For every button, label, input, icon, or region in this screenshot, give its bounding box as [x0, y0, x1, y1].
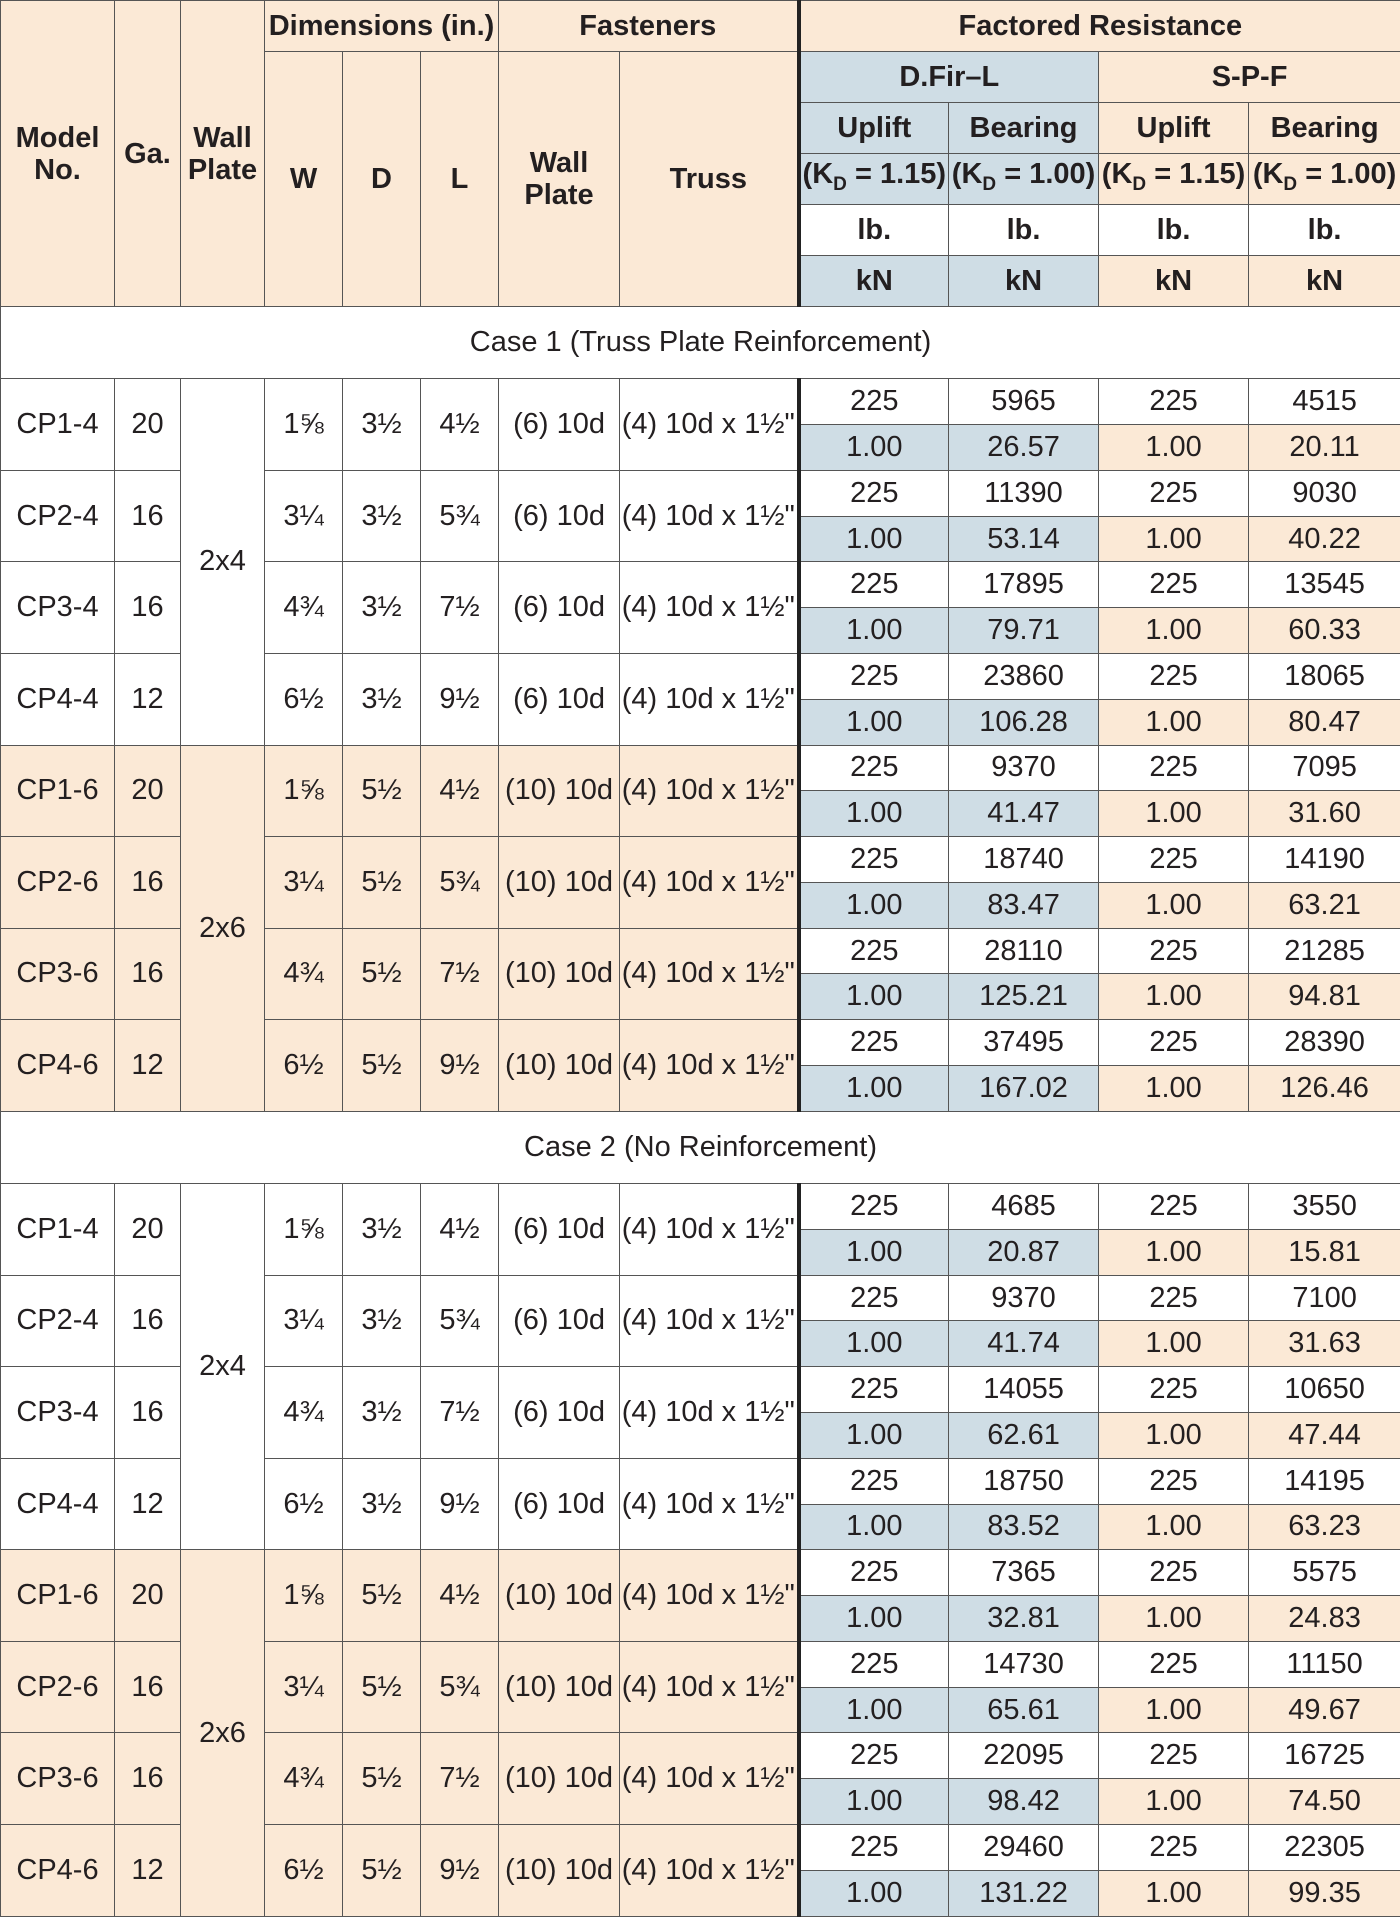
spf-bearing-kn-cell: 63.21 — [1249, 882, 1400, 928]
truss-fastener-cell: (4) 10d x 1½" — [620, 745, 799, 837]
depth-cell: 3½ — [343, 379, 421, 471]
table-row — [1, 745, 1400, 791]
wall-plate-fastener-cell: (10) 10d — [499, 1550, 620, 1642]
length-cell: 9½ — [421, 1020, 499, 1112]
spf-bearing-lb-cell: 14190 — [1249, 837, 1400, 883]
wall-plate-cell: 2x6 — [181, 745, 265, 1111]
wall-plate-fastener-cell: (6) 10d — [499, 1367, 620, 1459]
spf-uplift-kn-cell: 1.00 — [1099, 1321, 1249, 1367]
spf-uplift-kn-cell: 1.00 — [1099, 1870, 1249, 1916]
dfir-bearing-kn-cell: 106.28 — [949, 699, 1099, 745]
dfir-bearing-kn-cell: 26.57 — [949, 425, 1099, 471]
gauge-cell: 12 — [115, 1458, 181, 1550]
dfir-uplift-lb-cell: 225 — [799, 837, 949, 883]
case-title: Case 1 (Truss Plate Reinforcement) — [1, 307, 1400, 379]
width-cell: 4¾ — [265, 562, 343, 654]
wall-plate-cell: 2x4 — [181, 1184, 265, 1550]
dfir-uplift-kn-cell: 1.00 — [799, 1504, 949, 1550]
truss-fastener-cell: (4) 10d x 1½" — [620, 1184, 799, 1276]
model-no-cell: CP3-6 — [1, 1733, 115, 1825]
depth-cell: 5½ — [343, 1733, 421, 1825]
spf-bearing-kn-cell: 31.60 — [1249, 791, 1400, 837]
depth-cell: 5½ — [343, 1641, 421, 1733]
model-no-cell: CP4-4 — [1, 653, 115, 745]
model-no-cell: CP4-4 — [1, 1458, 115, 1550]
spf-bearing-lb-cell: 22305 — [1249, 1825, 1400, 1871]
dfir-bearing-lb-cell: 14730 — [949, 1641, 1099, 1687]
spf-bearing-lb-cell: 5575 — [1249, 1550, 1400, 1596]
dfir-uplift-unit-lb: lb. — [799, 205, 949, 256]
wall-plate-fastener-cell: (10) 10d — [499, 1641, 620, 1733]
length-cell: 4½ — [421, 1550, 499, 1642]
width-cell: 6½ — [265, 653, 343, 745]
model-no-cell: CP2-6 — [1, 1641, 115, 1733]
dfir-uplift-kn-cell: 1.00 — [799, 1870, 949, 1916]
spf-uplift-lb-cell: 225 — [1099, 470, 1249, 516]
table-row — [1, 1550, 1400, 1596]
dfir-bearing-lb-cell: 28110 — [949, 928, 1099, 974]
spf-uplift-kn-cell: 1.00 — [1099, 1229, 1249, 1275]
wall-plate-fastener-cell: (6) 10d — [499, 470, 620, 562]
gauge-cell: 16 — [115, 1275, 181, 1367]
dfir-bearing-kn-cell: 167.02 — [949, 1066, 1099, 1112]
spf-bearing-lb-cell: 18065 — [1249, 653, 1400, 699]
dfir-uplift-unit-kn: kN — [799, 256, 949, 307]
dfir-uplift-lb-cell: 225 — [799, 1641, 949, 1687]
dfir-header: D.Fir–L — [799, 52, 1099, 103]
spf-bearing-lb-cell: 28390 — [1249, 1020, 1400, 1066]
dfir-bearing-lb-cell: 7365 — [949, 1550, 1099, 1596]
spf-uplift-lb-cell: 225 — [1099, 745, 1249, 791]
length-cell: 5¾ — [421, 470, 499, 562]
dfir-uplift-lb-cell: 225 — [799, 562, 949, 608]
factored-resistance-header: Factored Resistance — [799, 1, 1400, 52]
spf-bearing-kn-cell: 49.67 — [1249, 1687, 1400, 1733]
spf-bearing-unit-lb: lb. — [1249, 205, 1400, 256]
dfir-bearing-kn-cell: 98.42 — [949, 1779, 1099, 1825]
dfir-bearing-kn-cell: 41.74 — [949, 1321, 1099, 1367]
case-title-row — [1, 1111, 1400, 1183]
truss-fastener-cell: (4) 10d x 1½" — [620, 1825, 799, 1917]
gauge-cell: 12 — [115, 1020, 181, 1112]
spf-uplift-kn-cell: 1.00 — [1099, 1413, 1249, 1459]
model-no-cell: CP1-4 — [1, 1184, 115, 1276]
width-cell: 4¾ — [265, 1367, 343, 1459]
dfir-bearing-kn-cell: 79.71 — [949, 608, 1099, 654]
spf-uplift-lb-cell: 225 — [1099, 562, 1249, 608]
model-no-cell: CP2-4 — [1, 470, 115, 562]
length-cell: 7½ — [421, 1733, 499, 1825]
wall-plate-fastener-cell: (6) 10d — [499, 1458, 620, 1550]
spf-uplift-lb-cell: 225 — [1099, 1733, 1249, 1779]
truss-fastener-cell: (4) 10d x 1½" — [620, 1733, 799, 1825]
spf-bearing-kn-cell: 80.47 — [1249, 699, 1400, 745]
spf-uplift-kn-cell: 1.00 — [1099, 1066, 1249, 1112]
gauge-cell: 16 — [115, 562, 181, 654]
dfir-bearing-unit-kn: kN — [949, 256, 1099, 307]
spf-bearing-kn-cell: 63.23 — [1249, 1504, 1400, 1550]
dfir-uplift-lb-cell: 225 — [799, 1275, 949, 1321]
dfir-bearing-lb-cell: 18750 — [949, 1458, 1099, 1504]
depth-cell: 5½ — [343, 928, 421, 1020]
dfir-uplift-lb-cell: 225 — [799, 1367, 949, 1413]
dfir-uplift-kn-cell: 1.00 — [799, 425, 949, 471]
depth-cell: 5½ — [343, 745, 421, 837]
wall-plate-fastener-cell: (10) 10d — [499, 1020, 620, 1112]
width-cell: 1⅝ — [265, 379, 343, 471]
truss-fastener-cell: (4) 10d x 1½" — [620, 1641, 799, 1733]
dfir-bearing-kn-cell: 83.52 — [949, 1504, 1099, 1550]
spf-uplift-lb-cell: 225 — [1099, 1641, 1249, 1687]
spf-bearing-kn-cell: 99.35 — [1249, 1870, 1400, 1916]
width-cell: 6½ — [265, 1458, 343, 1550]
dfir-uplift-lb-cell: 225 — [799, 379, 949, 425]
fasteners-header: Fasteners — [499, 1, 799, 52]
spf-uplift-kn-cell: 1.00 — [1099, 1687, 1249, 1733]
model-no-cell: CP1-4 — [1, 379, 115, 471]
spf-bearing-kn-cell: 15.81 — [1249, 1229, 1400, 1275]
dfir-uplift-kn-cell: 1.00 — [799, 1413, 949, 1459]
spf-bearing-lb-cell: 16725 — [1249, 1733, 1400, 1779]
spf-bearing-kd: $(K_D = 1.00)$ — [1249, 154, 1400, 205]
spf-bearing-kn-cell: 74.50 — [1249, 1779, 1400, 1825]
spf-bearing-kn-cell: 47.44 — [1249, 1413, 1400, 1459]
dfir-bearing-kn-cell: 32.81 — [949, 1596, 1099, 1642]
length-cell: 5¾ — [421, 837, 499, 929]
spf-bearing-kn-cell: 31.63 — [1249, 1321, 1400, 1367]
dfir-uplift-lb-cell: 225 — [799, 1458, 949, 1504]
spf-uplift-lb-cell: 225 — [1099, 653, 1249, 699]
wall-plate-fastener-cell: (6) 10d — [499, 562, 620, 654]
dfir-uplift-lb-cell: 225 — [799, 1733, 949, 1779]
dfir-bearing-lb-cell: 23860 — [949, 653, 1099, 699]
dfir-uplift-kn-cell: 1.00 — [799, 791, 949, 837]
spf-uplift-lb-cell: 225 — [1099, 1367, 1249, 1413]
dfir-uplift-header: Uplift — [799, 103, 949, 154]
depth-cell: 3½ — [343, 1275, 421, 1367]
spf-bearing-kn-cell: 60.33 — [1249, 608, 1400, 654]
dfir-bearing-lb-cell: 14055 — [949, 1367, 1099, 1413]
width-cell: 3¼ — [265, 470, 343, 562]
model-no-cell: CP1-6 — [1, 1550, 115, 1642]
length-cell: 5¾ — [421, 1275, 499, 1367]
dfir-uplift-lb-cell: 225 — [799, 1825, 949, 1871]
wall-plate-cell: 2x4 — [181, 379, 265, 745]
spf-uplift-lb-cell: 225 — [1099, 1184, 1249, 1230]
truss-fastener-cell: (4) 10d x 1½" — [620, 653, 799, 745]
spf-uplift-kn-cell: 1.00 — [1099, 699, 1249, 745]
truss-fastener-cell: (4) 10d x 1½" — [620, 1020, 799, 1112]
dfir-uplift-lb-cell: 225 — [799, 1020, 949, 1066]
model-no-cell: CP3-4 — [1, 1367, 115, 1459]
spf-bearing-lb-cell: 13545 — [1249, 562, 1400, 608]
spf-uplift-kn-cell: 1.00 — [1099, 1596, 1249, 1642]
wall-plate-fastener-cell: (10) 10d — [499, 837, 620, 929]
dfir-bearing-unit-lb: lb. — [949, 205, 1099, 256]
dfir-bearing-lb-cell: 4685 — [949, 1184, 1099, 1230]
spf-uplift-lb-cell: 225 — [1099, 1020, 1249, 1066]
dfir-bearing-lb-cell: 9370 — [949, 745, 1099, 791]
gauge-cell: 16 — [115, 1367, 181, 1459]
dfir-uplift-kn-cell: 1.00 — [799, 699, 949, 745]
spf-uplift-lb-cell: 225 — [1099, 928, 1249, 974]
dfir-bearing-lb-cell: 18740 — [949, 837, 1099, 883]
ga-header: Ga. — [115, 1, 181, 307]
model-no-cell: CP4-6 — [1, 1020, 115, 1112]
dfir-bearing-kd: $(K_D = 1.00)$ — [949, 154, 1099, 205]
truss-fastener-cell: (4) 10d x 1½" — [620, 1550, 799, 1642]
depth-cell: 3½ — [343, 1184, 421, 1276]
dfir-bearing-kn-cell: 20.87 — [949, 1229, 1099, 1275]
width-cell: 1⅝ — [265, 745, 343, 837]
w-header: W — [265, 52, 343, 307]
depth-cell: 5½ — [343, 837, 421, 929]
dfir-bearing-lb-cell: 5965 — [949, 379, 1099, 425]
dfir-uplift-lb-cell: 225 — [799, 653, 949, 699]
depth-cell: 3½ — [343, 1367, 421, 1459]
spf-bearing-lb-cell: 11150 — [1249, 1641, 1400, 1687]
table-row — [1, 379, 1400, 425]
truss-fastener-cell: (4) 10d x 1½" — [620, 1275, 799, 1367]
spf-bearing-lb-cell: 4515 — [1249, 379, 1400, 425]
spf-uplift-unit-kn: kN — [1099, 256, 1249, 307]
spf-bearing-lb-cell: 21285 — [1249, 928, 1400, 974]
model-no-cell: CP2-6 — [1, 837, 115, 929]
truss-fastener-cell: (4) 10d x 1½" — [620, 379, 799, 471]
spf-bearing-kn-cell: 20.11 — [1249, 425, 1400, 471]
length-cell: 9½ — [421, 1825, 499, 1917]
width-cell: 3¼ — [265, 837, 343, 929]
length-cell: 4½ — [421, 745, 499, 837]
dfir-uplift-lb-cell: 225 — [799, 470, 949, 516]
width-cell: 4¾ — [265, 928, 343, 1020]
dfir-bearing-kn-cell: 131.22 — [949, 1870, 1099, 1916]
fastener-wall-plate-header: Wall Plate — [499, 52, 620, 307]
length-cell: 9½ — [421, 1458, 499, 1550]
spf-bearing-lb-cell: 3550 — [1249, 1184, 1400, 1230]
dfir-bearing-lb-cell: 37495 — [949, 1020, 1099, 1066]
spf-bearing-header: Bearing — [1249, 103, 1400, 154]
model-no-cell: CP1-6 — [1, 745, 115, 837]
width-cell: 3¼ — [265, 1275, 343, 1367]
gauge-cell: 20 — [115, 745, 181, 837]
truss-fastener-cell: (4) 10d x 1½" — [620, 1458, 799, 1550]
dfir-uplift-kn-cell: 1.00 — [799, 1596, 949, 1642]
dfir-bearing-lb-cell: 22095 — [949, 1733, 1099, 1779]
dfir-uplift-kn-cell: 1.00 — [799, 974, 949, 1020]
wall-plate-fastener-cell: (6) 10d — [499, 653, 620, 745]
wall-plate-cell: 2x6 — [181, 1550, 265, 1917]
gauge-cell: 12 — [115, 1825, 181, 1917]
width-cell: 6½ — [265, 1825, 343, 1917]
spf-uplift-kn-cell: 1.00 — [1099, 974, 1249, 1020]
spf-uplift-lb-cell: 225 — [1099, 837, 1249, 883]
spf-bearing-kn-cell: 40.22 — [1249, 516, 1400, 562]
dfir-uplift-kn-cell: 1.00 — [799, 1779, 949, 1825]
gauge-cell: 16 — [115, 1641, 181, 1733]
gauge-cell: 16 — [115, 470, 181, 562]
truss-fastener-cell: (4) 10d x 1½" — [620, 837, 799, 929]
spf-bearing-unit-kn: kN — [1249, 256, 1400, 307]
width-cell: 1⅝ — [265, 1184, 343, 1276]
dfir-bearing-lb-cell: 17895 — [949, 562, 1099, 608]
spf-uplift-lb-cell: 225 — [1099, 379, 1249, 425]
gauge-cell: 12 — [115, 653, 181, 745]
gauge-cell: 16 — [115, 928, 181, 1020]
dfir-uplift-kn-cell: 1.00 — [799, 516, 949, 562]
wall-plate-fastener-cell: (10) 10d — [499, 745, 620, 837]
wall-plate-fastener-cell: (6) 10d — [499, 379, 620, 471]
dfir-uplift-kn-cell: 1.00 — [799, 1066, 949, 1112]
width-cell: 6½ — [265, 1020, 343, 1112]
spf-uplift-kn-cell: 1.00 — [1099, 1779, 1249, 1825]
depth-cell: 5½ — [343, 1020, 421, 1112]
wall-plate-fastener-cell: (10) 10d — [499, 1825, 620, 1917]
depth-cell: 3½ — [343, 1458, 421, 1550]
wall-plate-header: Wall Plate — [181, 1, 265, 307]
dfir-uplift-kn-cell: 1.00 — [799, 1229, 949, 1275]
width-cell: 1⅝ — [265, 1550, 343, 1642]
dfir-uplift-kn-cell: 1.00 — [799, 882, 949, 928]
l-header: L — [421, 52, 499, 307]
model-no-cell: CP2-4 — [1, 1275, 115, 1367]
model-no-header: Model No. — [1, 1, 115, 307]
model-no-cell: CP3-6 — [1, 928, 115, 1020]
dfir-bearing-kn-cell: 53.14 — [949, 516, 1099, 562]
dfir-bearing-kn-cell: 62.61 — [949, 1413, 1099, 1459]
dfir-bearing-lb-cell: 29460 — [949, 1825, 1099, 1871]
table-row — [1, 1184, 1400, 1230]
d-header: D — [343, 52, 421, 307]
dimensions-header: Dimensions (in.) — [265, 1, 499, 52]
depth-cell: 3½ — [343, 562, 421, 654]
spf-uplift-lb-cell: 225 — [1099, 1825, 1249, 1871]
length-cell: 4½ — [421, 1184, 499, 1276]
dfir-bearing-header: Bearing — [949, 103, 1099, 154]
truss-fastener-cell: (4) 10d x 1½" — [620, 928, 799, 1020]
model-no-cell: CP4-6 — [1, 1825, 115, 1917]
dfir-uplift-lb-cell: 225 — [799, 1184, 949, 1230]
spf-header: S-P-F — [1099, 52, 1400, 103]
depth-cell: 3½ — [343, 653, 421, 745]
length-cell: 7½ — [421, 562, 499, 654]
depth-cell: 3½ — [343, 470, 421, 562]
depth-cell: 5½ — [343, 1550, 421, 1642]
length-cell: 4½ — [421, 379, 499, 471]
dfir-uplift-lb-cell: 225 — [799, 745, 949, 791]
dfir-uplift-kn-cell: 1.00 — [799, 608, 949, 654]
dfir-uplift-kn-cell: 1.00 — [799, 1687, 949, 1733]
spf-uplift-kd: $(K_D = 1.15)$ — [1099, 154, 1249, 205]
depth-cell: 5½ — [343, 1825, 421, 1917]
gauge-cell: 16 — [115, 837, 181, 929]
gauge-cell: 20 — [115, 1184, 181, 1276]
length-cell: 7½ — [421, 928, 499, 1020]
spf-bearing-lb-cell: 7095 — [1249, 745, 1400, 791]
spf-bearing-lb-cell: 10650 — [1249, 1367, 1400, 1413]
spf-bearing-lb-cell: 14195 — [1249, 1458, 1400, 1504]
dfir-uplift-lb-cell: 225 — [799, 928, 949, 974]
spf-uplift-header: Uplift — [1099, 103, 1249, 154]
spf-uplift-lb-cell: 225 — [1099, 1550, 1249, 1596]
truss-header: Truss — [620, 52, 799, 307]
width-cell: 3¼ — [265, 1641, 343, 1733]
gauge-cell: 16 — [115, 1733, 181, 1825]
length-cell: 5¾ — [421, 1641, 499, 1733]
case-title: Case 2 (No Reinforcement) — [1, 1111, 1400, 1183]
gauge-cell: 20 — [115, 1550, 181, 1642]
length-cell: 9½ — [421, 653, 499, 745]
dfir-uplift-kn-cell: 1.00 — [799, 1321, 949, 1367]
spf-bearing-kn-cell: 126.46 — [1249, 1066, 1400, 1112]
spf-bearing-lb-cell: 7100 — [1249, 1275, 1400, 1321]
wall-plate-fastener-cell: (6) 10d — [499, 1275, 620, 1367]
spf-uplift-kn-cell: 1.00 — [1099, 516, 1249, 562]
spf-uplift-kn-cell: 1.00 — [1099, 425, 1249, 471]
truss-fastener-cell: (4) 10d x 1½" — [620, 1367, 799, 1459]
truss-fastener-cell: (4) 10d x 1½" — [620, 470, 799, 562]
dfir-bearing-kn-cell: 125.21 — [949, 974, 1099, 1020]
wall-plate-fastener-cell: (10) 10d — [499, 928, 620, 1020]
table-body — [1, 307, 1400, 1917]
spf-bearing-kn-cell: 94.81 — [1249, 974, 1400, 1020]
spf-bearing-lb-cell: 9030 — [1249, 470, 1400, 516]
dfir-uplift-lb-cell: 225 — [799, 1550, 949, 1596]
wall-plate-fastener-cell: (6) 10d — [499, 1184, 620, 1276]
spf-bearing-kn-cell: 24.83 — [1249, 1596, 1400, 1642]
spf-uplift-kn-cell: 1.00 — [1099, 791, 1249, 837]
dfir-bearing-kn-cell: 41.47 — [949, 791, 1099, 837]
width-cell: 4¾ — [265, 1733, 343, 1825]
dfir-bearing-kn-cell: 65.61 — [949, 1687, 1099, 1733]
case-title-row — [1, 307, 1400, 379]
model-no-cell: CP3-4 — [1, 562, 115, 654]
spf-uplift-lb-cell: 225 — [1099, 1275, 1249, 1321]
spf-uplift-unit-lb: lb. — [1099, 205, 1249, 256]
dfir-bearing-lb-cell: 11390 — [949, 470, 1099, 516]
length-cell: 7½ — [421, 1367, 499, 1459]
spf-uplift-kn-cell: 1.00 — [1099, 608, 1249, 654]
dfir-bearing-lb-cell: 9370 — [949, 1275, 1099, 1321]
gauge-cell: 20 — [115, 379, 181, 471]
dfir-bearing-kn-cell: 83.47 — [949, 882, 1099, 928]
spf-uplift-kn-cell: 1.00 — [1099, 882, 1249, 928]
dfir-uplift-kd: $(K_D = 1.15)$ — [799, 154, 949, 205]
table-header — [1, 1, 1400, 307]
truss-fastener-cell: (4) 10d x 1½" — [620, 562, 799, 654]
spf-uplift-lb-cell: 225 — [1099, 1458, 1249, 1504]
spf-uplift-kn-cell: 1.00 — [1099, 1504, 1249, 1550]
wall-plate-fastener-cell: (10) 10d — [499, 1733, 620, 1825]
